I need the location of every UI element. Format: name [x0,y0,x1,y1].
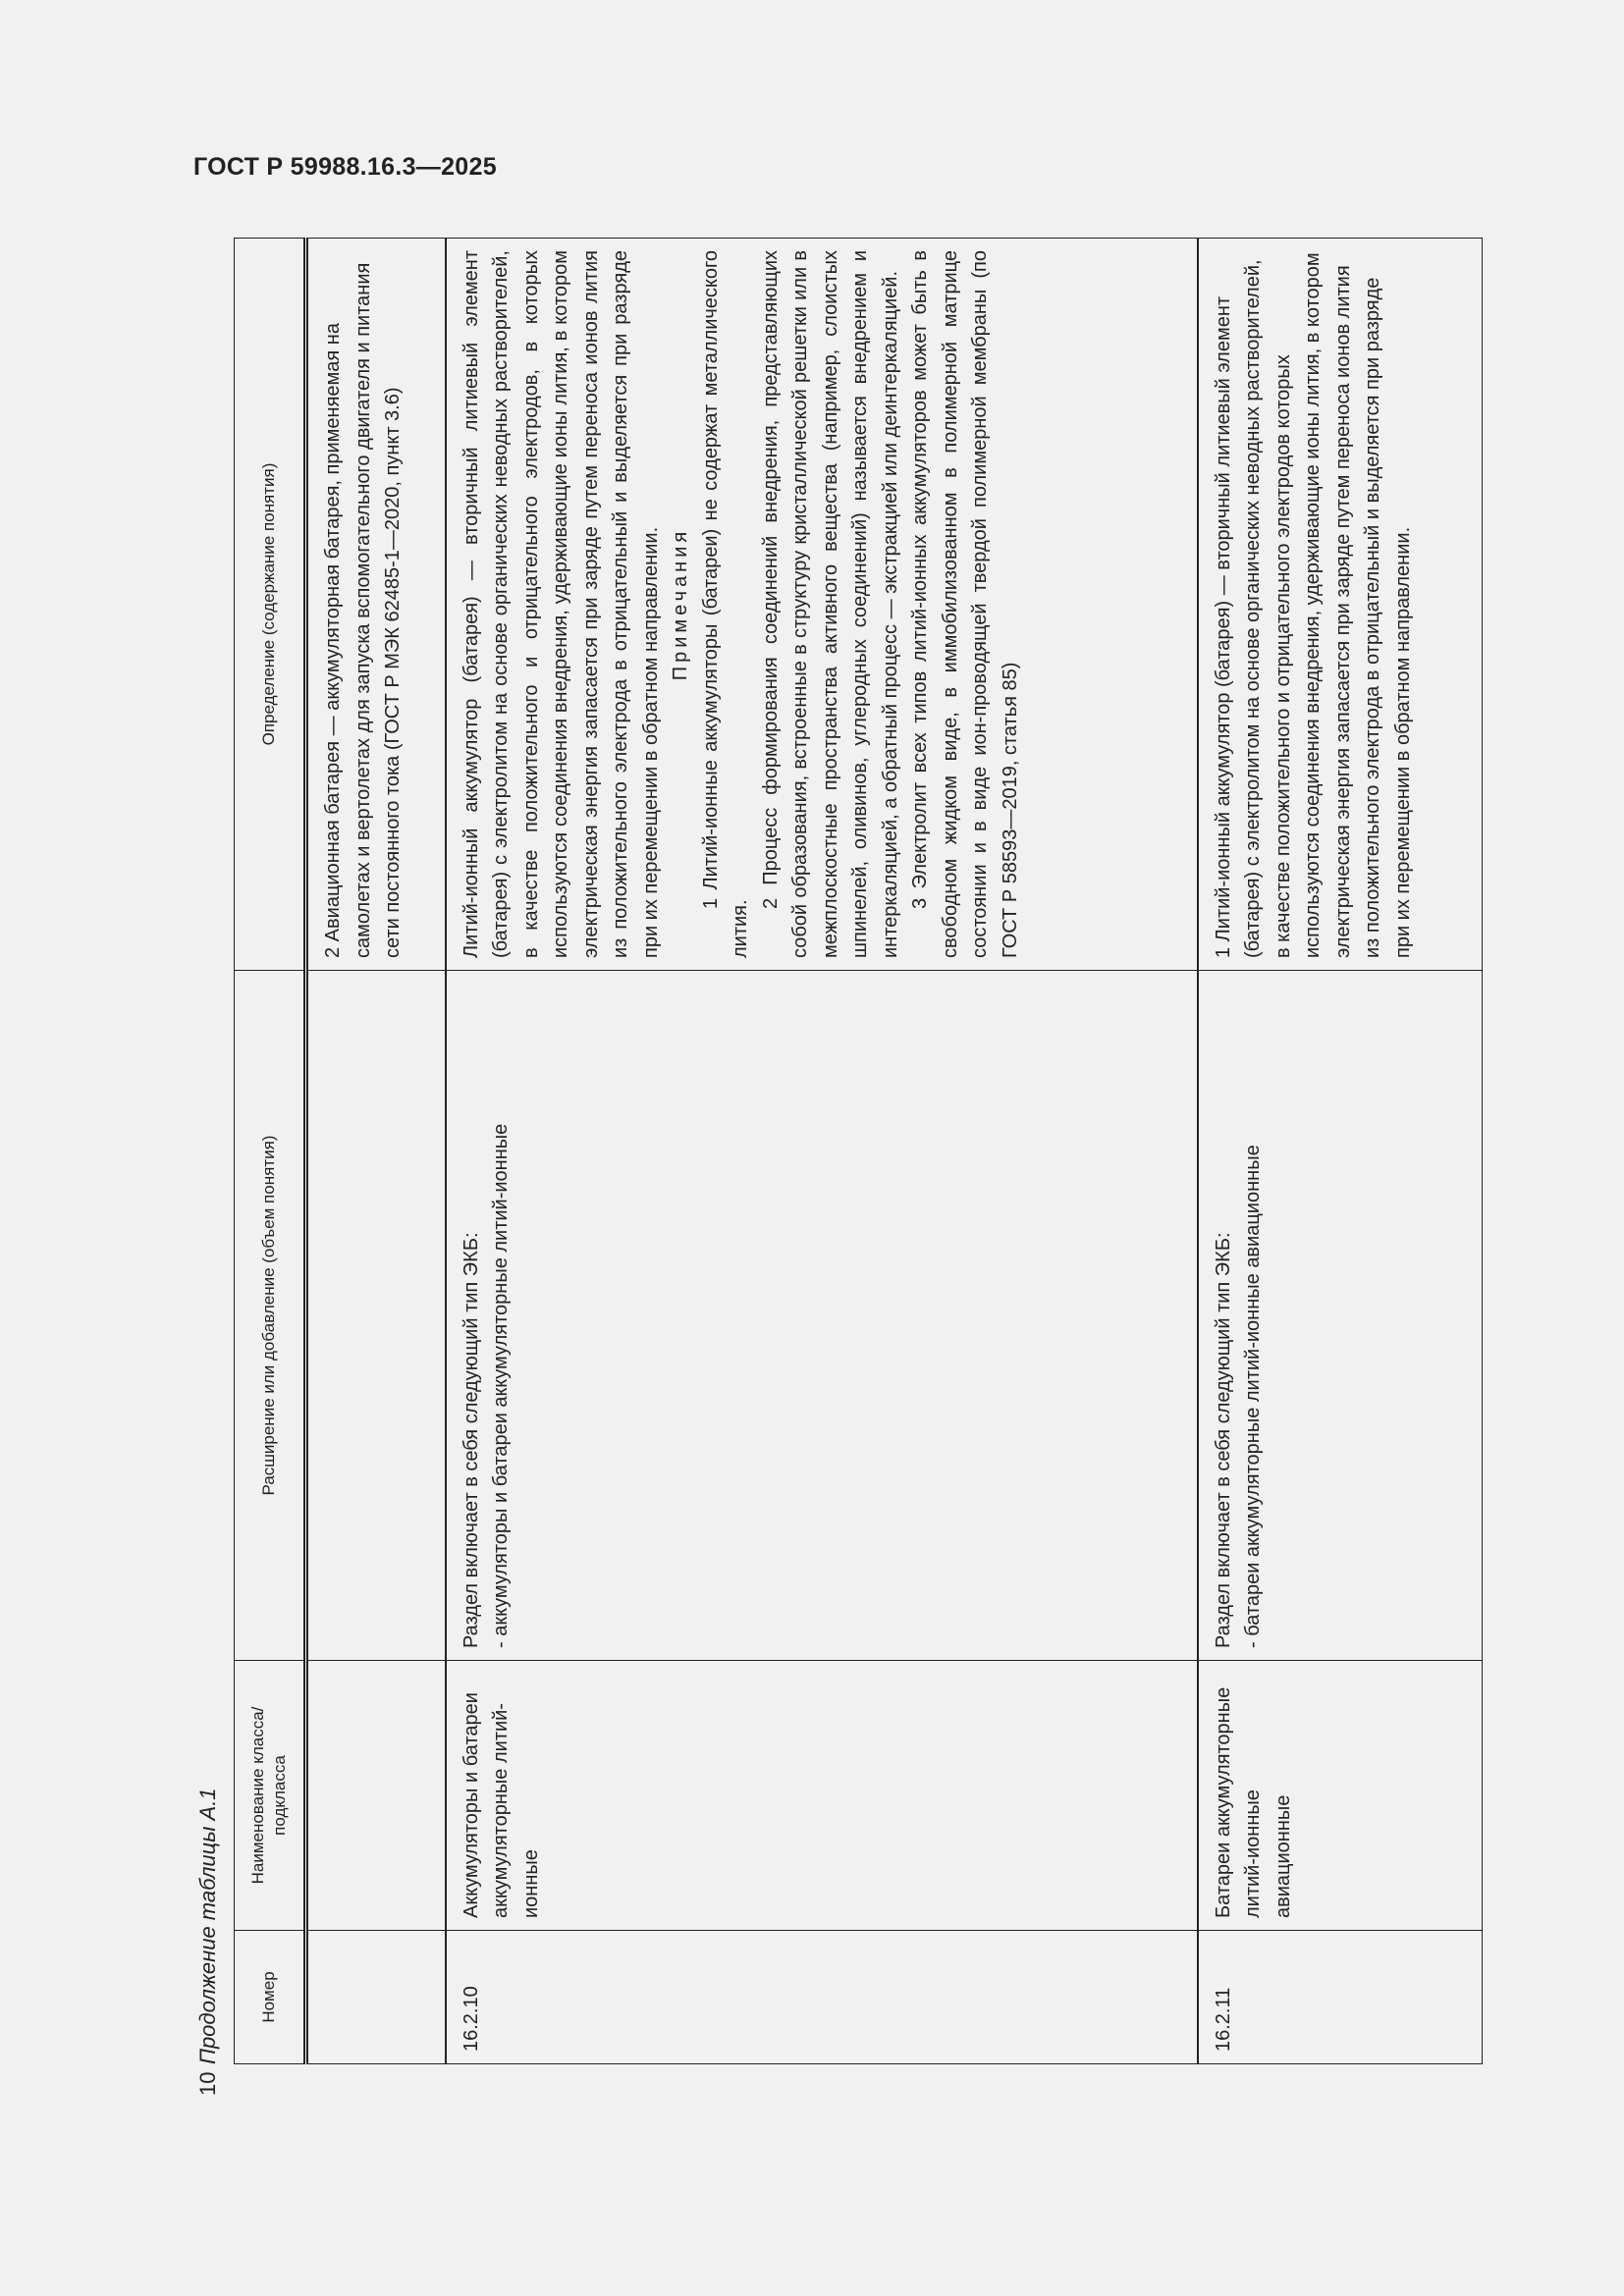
page-number: 10 [195,2071,220,2096]
note-item: 1 Литий-ионные аккумуляторы (батареи) не содержат металлического лития. [699,250,751,958]
definition-text: Литий-ионный аккумулятор (батарея) — вторичный литиевый элемент (батарея) с электролитом на основе органических неводных растворителей, в качестве положительного и отрицательного электродов, в которых используются соединения внедрения, удерживающие ионы лития, в котором электрическая энергия запасается при заряде путем переноса ионов лития из положительного электрода в отрицательный и выделяется при разряде при их перемещении в обратном направлении. [460,250,662,958]
table-continuation-caption: Продолжение таблицы А.1 [195,1788,220,2064]
table-row [1198,239,1483,2064]
rotated-table-region [189,239,1486,2096]
cell-extension: Раздел включает в себя следующий тип ЭКБ: - батареи аккумуляторные литий-ионные авиационные [1198,971,1483,1661]
standard-header: ГОСТ Р 59988.16.3—2025 [193,153,497,181]
notes-title: Примечания [670,527,691,681]
table-row [306,239,446,2064]
note-item: 3 Электролит всех типов литий-ионных аккумуляторов может быть в свободном жидком виде, в иммобилизованном в полимерной матрице состоянии и в виде ион-проводящей твердой полимерной мембраны (по ГОСТ Р 58593—2019, статья 85) [909,250,1021,958]
cell-class-name: Батареи аккумуляторные литий-ионные авиационные [1198,1661,1483,1931]
cell-number: 16.2.10 [446,1931,1198,2064]
cell-class-name: Аккумуляторы и батареи аккумуляторные литий-ионные [446,1661,1198,1931]
column-header-definition: Определение (содержание понятия) [235,239,306,971]
cell-number: 16.2.11 [1198,1931,1483,2064]
note-item: 2 Процесс формирования соединений внедрения, представляющих собой образования, встроенные в структуру кристаллической решетки или в межплоскостные пространства активного вещества (например, слоистых шпинелей, оливинов, углеродных соединений) называется внедрением и интеркаляцией, а обратный процесс — экстракцией или деинтеркаляцией. [759,250,901,958]
column-header-number: Номер [235,1931,306,2064]
table-row [446,239,1198,2064]
cell-class-name [306,1661,446,1931]
cell-definition: 1 Литий-ионный аккумулятор (батарея) — вторичный литиевый элемент (батарея) с электролитом на основе органических неводных растворителей, в качестве положительного и отрицательного электродов которых используются соединения внедрения, удерживающие ионы лития, в котором электрическая энергия запасается при заряде путем переноса ионов лития из положительного электрода в отрицательный и выделяется при разряде при их перемещении в обратном направлении. [1198,239,1483,971]
cell-definition [446,239,1198,971]
cell-extension: Раздел включает в себя следующий тип ЭКБ: - аккумуляторы и батареи аккумуляторные литий-ионные [446,971,1198,1661]
table-header-row [235,239,306,2064]
cell-number [306,1931,446,2064]
cell-definition: 2 Авиационная батарея — аккумуляторная батарея, применяемая на самолетах и вертолетах для запуска вспомогательного двигателя и питания сети постоянного тока (ГОСТ Р МЭК 62485-1—2020, пункт 3.6) [306,239,446,971]
column-header-extension: Расширение или добавление (объем понятия) [235,971,306,1661]
column-header-class-name: Наименование класса/ подкласса [235,1661,306,1931]
cell-extension [306,971,446,1661]
classification-table [234,238,1483,2064]
